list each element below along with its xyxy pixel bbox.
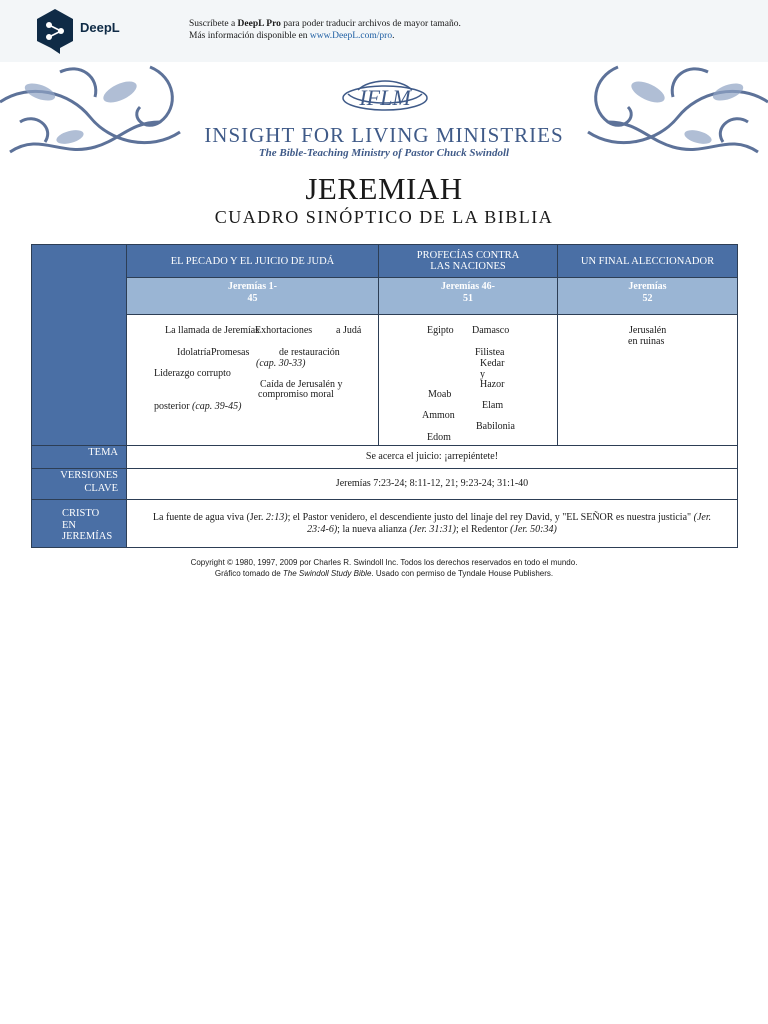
ministry-name: INSIGHT FOR LIVING MINISTRIES — [204, 123, 564, 147]
list-item: (cap. 39-45) — [192, 401, 242, 412]
synoptic-chart-table — [31, 244, 738, 548]
copyright-notice: Copyright © 1980, 1997, 2009 por Charles R. Swindoll Inc. Todos los derechos reservados en todo el mundo. Gráfico tomado de The Swindoll Study Bible. Usado con permiso de Tyndale House Publishers. — [190, 558, 578, 578]
left-label-column — [32, 245, 127, 446]
deepl-banner — [0, 0, 768, 62]
versiones-label: VERSIONES CLAVE — [32, 469, 127, 500]
versiones-value: Jeremías 7:23-24; 8:11-12, 21; 9:23-24; 31:1-40 — [127, 469, 738, 500]
list-item: Liderazgo corrupto — [154, 368, 231, 379]
section-ref-1: Jeremías 1- 45 — [127, 278, 379, 315]
deepl-brand-name: DeepL — [80, 20, 120, 35]
deepl-pro-link[interactable]: www.DeepL.com/pro — [309, 31, 393, 41]
list-item: compromiso moral — [258, 389, 334, 400]
list-item: Elam — [482, 400, 504, 411]
section-content-1 — [127, 315, 379, 446]
list-item: La llamada de Jeremías — [165, 325, 260, 336]
list-item: a Judá — [336, 325, 362, 336]
list-item: (cap. 30-33) — [256, 358, 306, 369]
list-item: Egipto — [427, 325, 454, 336]
list-item: de restauración — [279, 347, 340, 358]
list-item: Edom — [427, 432, 451, 443]
chart-subtitle: CUADRO SINÓPTICO DE LA BIBLIA — [214, 207, 554, 227]
list-item: Kedar — [480, 358, 505, 369]
tema-label: TEMA — [32, 446, 127, 469]
list-item: Jerusalén — [629, 325, 667, 336]
svg-text:IFLM: IFLM — [359, 85, 411, 110]
list-item: Filistea — [475, 347, 505, 358]
list-item: Hazor — [480, 379, 505, 390]
list-item: Idolatría — [177, 347, 211, 358]
iflm-monogram-logo — [340, 72, 430, 122]
list-item: posterior — [154, 401, 190, 412]
list-item: Promesas — [211, 347, 250, 358]
section-ref-2: Jeremías 46- 51 — [379, 278, 558, 315]
list-item: Ammon — [422, 410, 455, 421]
list-item: Caída de Jerusalén y — [260, 379, 343, 390]
list-item: Exhortaciones — [255, 325, 313, 336]
list-item: Babilonia — [476, 421, 515, 432]
deepl-promo-text: Suscríbete a DeepL Pro para poder traducir archivos de mayor tamaño. Más información disponible en www.DeepL.com/pro. — [189, 19, 461, 41]
section-header-nations: PROFECÍAS CONTRA LAS NACIONES — [379, 245, 558, 278]
list-item: Damasco — [472, 325, 510, 336]
tema-value: Se acerca el juicio: ¡arrepiéntete! — [127, 446, 738, 469]
book-title: JEREMIAH — [305, 171, 463, 206]
section-header-sobering-end: UN FINAL ALECCIONADOR — [558, 245, 738, 278]
list-item: Moab — [428, 389, 452, 400]
cristo-value: La fuente de agua viva (Jer. 2:13); el Pastor venidero, el descendiente justo del linaje del rey David, y "EL SEÑOR es nuestra justicia" (Jer. 23:4-6); la nueva alianza (Jer. 31:31); el Redentor (Jer. 50:34) — [127, 500, 738, 548]
section-header-sin-judgment: EL PECADO Y EL JUICIO DE JUDÁ — [127, 245, 379, 278]
section-ref-3: Jeremías 52 — [558, 278, 738, 315]
cristo-label: CRISTO EN JEREMÍAS — [32, 500, 127, 548]
section-content-3 — [558, 315, 738, 446]
section-content-2 — [379, 315, 558, 446]
deepl-logo-icon[interactable] — [36, 8, 74, 54]
list-item: en ruinas — [628, 336, 665, 347]
ministry-tagline: The Bible-Teaching Ministry of Pastor Chuck Swindoll — [258, 147, 510, 159]
list-item: y — [480, 369, 485, 380]
